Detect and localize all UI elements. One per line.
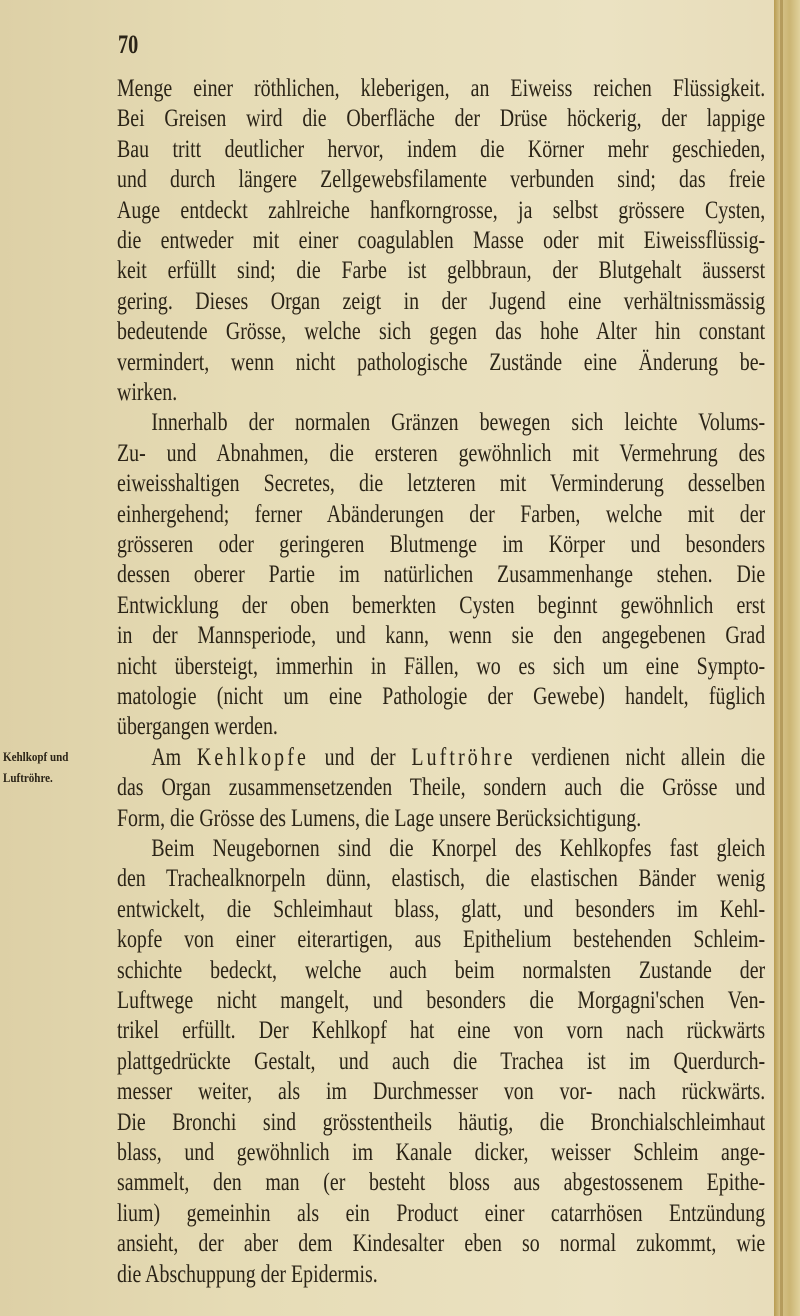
page-number: 70 <box>118 30 139 59</box>
text-line: nicht übersteigt, immerhin in Fällen, wo es sich um eine Sympto- <box>117 650 766 680</box>
text-line: keit erfüllt sind; die Farbe ist gelbbraun, der Blutgehalt äusserst <box>117 255 766 285</box>
text-line: entwickelt, die Schleimhaut blass, glatt, und besonders im Kehl- <box>117 893 766 923</box>
text-line: Bau tritt deutlicher hervor, indem die Körner mehr geschieden, <box>117 133 766 163</box>
spaced-term: Luftröhre <box>411 741 516 771</box>
text-line: einhergehend; ferner Abänderungen der Farben, welche mit der <box>117 498 766 528</box>
text-line: wirken. <box>117 377 178 406</box>
text-line: Beim Neugebornen sind die Knorpel des Kehlkopfes fast gleich <box>151 833 766 862</box>
text-line: matologie (nicht um eine Pathologie der Gewebe) handelt, füglich <box>117 681 766 710</box>
text-segment: verdienen nicht allein die <box>515 741 766 771</box>
text-line: plattgedrückte Gestalt, und auch die Trachea ist im Querdurch- <box>117 1045 766 1075</box>
text-line: bedeutende Grösse, welche sich gegen das hohe Alter hin constant <box>117 316 766 346</box>
text-segment: Am <box>151 741 197 771</box>
margin-note-line: Luftröhre. <box>3 770 53 785</box>
text-segment: und der <box>308 741 412 771</box>
text-line: Entwicklung der oben bemerkten Cysten beginnt gewöhnlich erst <box>117 589 766 619</box>
text-line: blass, und gewöhnlich im Kanale dicker, weisser Schleim ange- <box>117 1137 766 1166</box>
text-line: Auge entdeckt zahlreiche hanfkorngrosse, ja selbst grössere Cysten, <box>117 194 766 224</box>
text-line: die Abschuppung der Epidermis. <box>117 1258 378 1288</box>
spaced-term: Kehlkopfe <box>196 741 309 771</box>
text-line: eiweisshaltigen Secretes, die letzteren mit Verminderung desselben <box>117 468 766 498</box>
text-line: Innerhalb der normalen Gränzen bewegen sich leichte Volums- <box>151 407 766 437</box>
text-line: die entweder mit einer coagulablen Masse oder mit Eiweissflüssig- <box>117 225 766 254</box>
text-line: Die Bronchi sind grösstentheils häutig, die Bronchialschleimhaut <box>117 1106 766 1136</box>
margin-note-line: Kehlkopf und <box>3 749 69 764</box>
text-line: Zu- und Abnahmen, die ersteren gewöhnlich mit Vermehrung des <box>117 437 766 467</box>
page-edge <box>780 0 783 1316</box>
text-line: den Trachealknorpeln dünn, elastisch, die elastischen Bänder wenig <box>117 863 766 893</box>
book-gutter <box>774 0 800 1316</box>
text-line: das Organ zusammensetzenden Theile, sondern auch die Grösse und <box>117 772 766 802</box>
text-line: vermindert, wenn nicht pathologische Zustände eine Änderung be- <box>117 346 766 376</box>
text-line: grösseren oder geringeren Blutmenge im Körper und besonders <box>117 529 766 558</box>
text-line: lium) gemeinhin als ein Product einer catarrhösen Entzündung <box>117 1197 766 1227</box>
text-line: Luftwege nicht mangelt, und besonders die Morgagni'schen Ven- <box>117 985 766 1014</box>
text-line: übergangen werden. <box>117 711 278 741</box>
text-line: trikel erfüllt. Der Kehlkopf hat eine von vorn nach rückwärts <box>117 1015 766 1045</box>
text-line: schichte bedeckt, welche auch beim normalsten Zustande der <box>117 954 766 984</box>
text-line: und durch längere Zellgewebsfilamente verbunden sind; das freie <box>117 164 766 194</box>
text-line: Menge einer röthlichen, kleberigen, an Eiweiss reichen Flüssigkeit. <box>117 73 766 102</box>
text-line <box>151 742 765 772</box>
text-line: dessen oberer Partie im natürlichen Zusammenhange stehen. Die <box>117 559 766 589</box>
text-line: kopfe von einer eiterartigen, aus Epithelium bestehenden Schleim- <box>117 924 766 954</box>
text-line: messer weiter, als im Durchmesser von vor- nach rückwärts. <box>117 1076 766 1106</box>
text-line: ansieht, der aber dem Kindesalter eben so normal zukommt, wie <box>117 1228 766 1258</box>
text-line: in der Mannsperiode, und kann, wenn sie den angegebenen Grad <box>117 620 766 650</box>
text-line: sammelt, den man (er besteht bloss aus abgestossenem Epithe- <box>117 1167 766 1197</box>
text-line: Bei Greisen wird die Oberfläche der Drüse höckerig, der lappige <box>117 103 766 133</box>
text-line: Form, die Grösse des Lumens, die Lage unsere Berücksichtigung. <box>117 802 642 832</box>
text-line: gering. Dieses Organ zeigt in der Jugend eine verhältnissmässig <box>117 285 766 315</box>
